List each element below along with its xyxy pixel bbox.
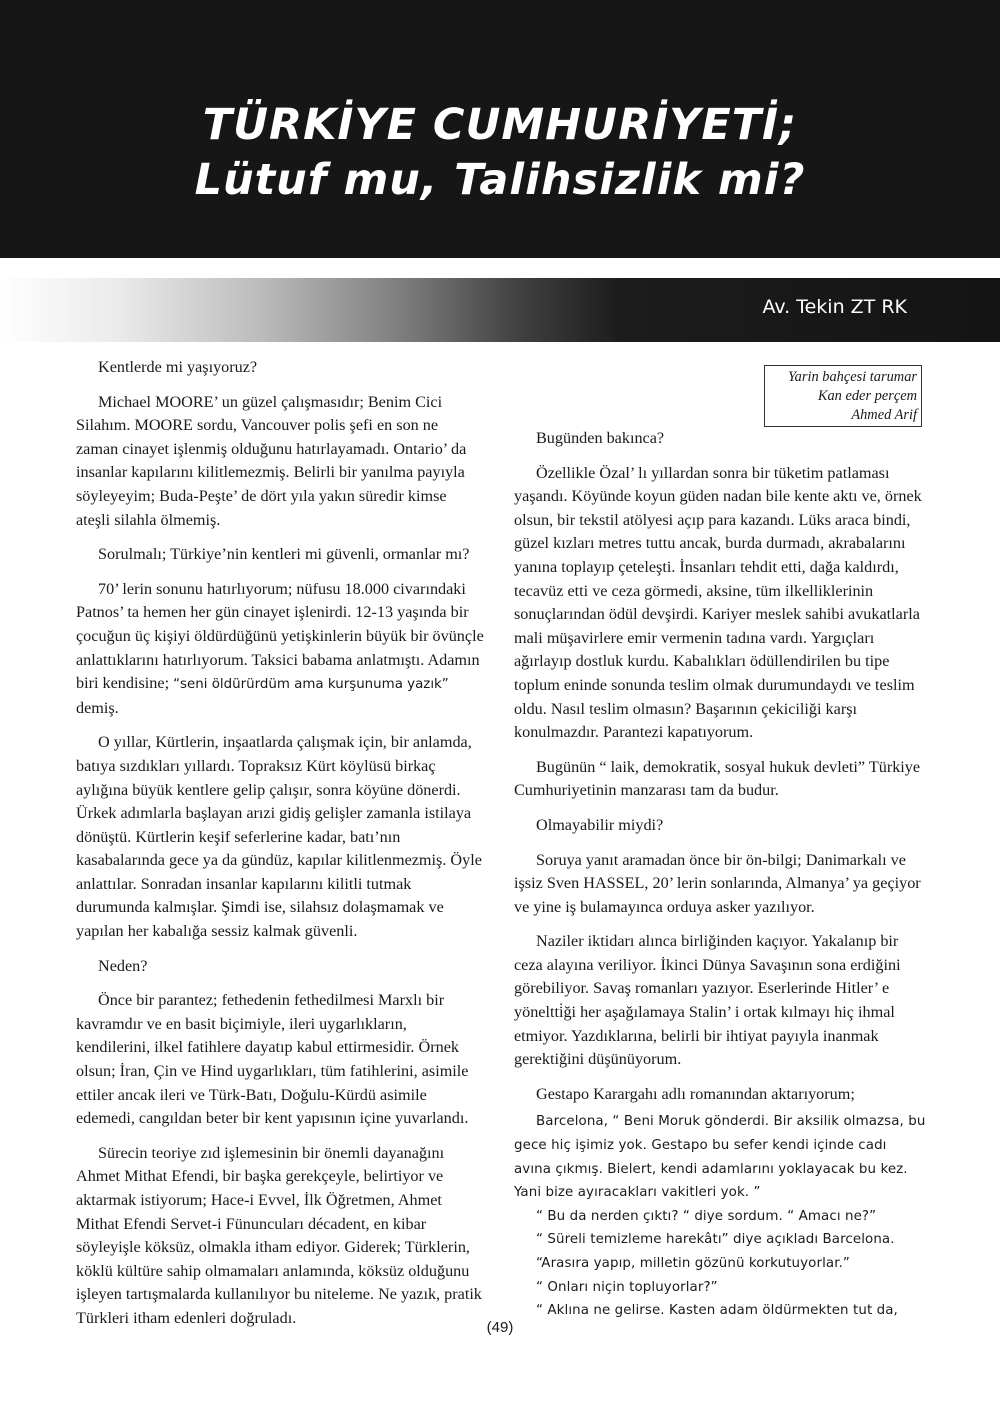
paragraph: Naziler iktidarı alınca birliğinden kaçıyor. Yakalanıp bir ceza alayına veriliyor. İkinci Dünya Savaşının sona erdiğini görebiliyor. Savaş romanları yazıyor. Eserlerinde Hitler’ e yöneltti̇ği her aşağılamaya Stalin’ i ortak kılmayı hiç ihmal etmiyor. Yazdıklarına, belirli bir ihtiyat payıyla inanmak gerektiğini düşünüyorum.: [514, 932, 901, 1069]
paragraph-text-end: demiş.: [76, 698, 119, 717]
epigraph-line: Kan eder perçem: [817, 388, 917, 404]
right-column: [514, 427, 926, 1323]
paragraph: Özellikle Özal’ lı yıllardan sonra bir tüketim patlaması yaşandı. Köyünde koyun güden nadan bile kente aktı ve, örnek olsun, bir tekstil atölyesi açıp para kazandı. Lüks araca bindi, güzel kızları metres tuttu ancak, burda durmadı, akrabalarını yanına toplayıp çeteleşti. İnsanları tehdit etti, dağa kaldırdı, tecavüz etti ve ceza görmedi, aksine, tüm ilkelliklerinin sonuçlarından ödül devşirdi. Kariyer meslek sahibi avukatlarla mali müşavirlere emir vermenin tadına vardı. Yargıçları ağırlayıp dostluk kurdu. Kabalıkları ödüllendirilen bu tipe toplum eninde sonunda teslim olmak durumundaydı ve teslim oldu. Nasıl teslim olmasın? Başarının çekiciliği karşı konulmazdır. Parantezi kapatıyorum.: [514, 463, 922, 742]
inline-quote: “seni öldürürdüm ama kurşunuma yazık”: [173, 677, 449, 693]
paragraph: Kentlerde mi yaşıyoruz?: [98, 358, 258, 376]
paragraph: [76, 578, 484, 721]
left-column: [76, 356, 484, 1342]
author-name: Av. Tekin ZT RK: [762, 296, 907, 318]
paragraph: Önce bir parantez; fethedenin fethedilmesi Marxlı bir kavramdır ve en basit biçimiyle, ileri uygarlıkların, kendilerini, ilkel fatihlere dayatıp kabul ettirmesidir. Örnek olsun; İran, Çin ve Hind uygarlıkları, tüm fatihlerini, asimile ettiler ancak ileri ve Türk-Batı, Doğulu-Kürdü asimile edemedi, cangıldan beter bir kent yapısının içine yuvarlandı.: [76, 991, 469, 1128]
paragraph: Sorulmalı; Türkiye’nin kentleri mi güvenli, ormanlar mı?: [98, 545, 470, 564]
paragraph: Sürecin teoriye zıd işlemesinin bir önemli dayanağını Ahmet Mithat Efendi, bir başka gerekçeyle, belirtiyor ve aktarmak istiyorum; Hace-i Evvel, İlk Öğretmen, Ahmet Mithat Efendi Servet-i Fünuncuları décadent, en kibar söyleyişle köksüz, olmakla itham ediyor. Giderek; Türklerin, köklü kültüre sahip olmamaları anlamında, köksüz olduğunu işleyen tartışmalarda kullanılıyor bu niteleme. Ne yazık, pratik Türkleri itham edenleri doğruladı.: [76, 1143, 482, 1327]
paragraph: Olmayabilir miydi?: [536, 815, 664, 834]
quote-paragraph: “ Süreli temizleme harekâtı” diye açıkladı Barcelona.: [536, 1232, 895, 1248]
article-title-line-1: TÜRKİYE CUMHURİYETİ;: [202, 100, 798, 150]
paragraph: Michael MOORE’ un güzel çalışmasıdır; Benim Cici Silahım. MOORE sordu, Vancouver polis şefi en son ne zaman cinayet işlenmiş olduğunu hatırlayamadı. Ontario’ da insanlar kapılarını kilitlemezmiş. Belirli bir yanılma payıyla söyleyeyim; Buda-Peşte’ de dört yıla yakın süredir kimse ateşli silahla ölmemiş.: [76, 392, 467, 529]
paragraph: Bugünün “ laik, demokratik, sosyal hukuk devleti” Türkiye Cumhuriyetinin manzarası tam da budur.: [514, 757, 921, 800]
page-number: (49): [486, 1319, 514, 1336]
quote-paragraph: “ Bu da nerden çıktı? “ diye sordum. “ Amacı ne?”: [536, 1208, 877, 1224]
paragraph: Soruya yanıt aramadan önce bir ön-bilgi; Danimarkalı ve işsiz Sven HASSEL, 20’ lerin sonlarında, Almanya’ ya geçiyor ve yine iş bulamayınca orduya asker yazılıyor.: [514, 850, 921, 916]
quote-paragraph: Barcelona, “ Beni Moruk gönderdi. Bir aksilik olmazsa, bu gece hiç işimiz yok. Gestapo bu sefer kendi içinde cadı avına çıkmış. Bielert, kendi adamlarını yoklayacak bu kez. Yani bize ayıracakları vakitleri yok. ”: [514, 1114, 926, 1201]
paragraph-text: 70’ lerin sonunu hatırlıyorum; nüfusu 18.000 civarındaki Patnos’ ta hemen her gün cinayet işlenirdi. 12-13 yaşında bir çocuğun üç kişiyi öldürdüğünü yetişkinlerin büyük bir övünçle anlattıklarını hatırlıyorum. Taksici babama anlatmıştı. Adamın biri kendisine;: [76, 579, 484, 693]
epigraph-author: Ahmed Arif: [851, 407, 917, 423]
paragraph: O yıllar, Kürtlerin, inşaatlarda çalışmak için, bir anlamda, batıya sızdıkları yıllardı. Topraksız Kürt köylüsü birkaç aylığına büyük kentlere gelip çalışır, sonra köyüne dönerdi. Ürkek adımlarla başlayan arızi gidiş gelişler zamanla istilaya dönüştü. Kürtlerin keşif seferlerine kadar, batı’nın kasabalarında gece ya da gündüz, kapılar kilitlenmezmiş. Öyle anlattılar. Sonradan insanlar kapılarını kilitli tutmak durumunda kalmışlar. Şimdi ise, silahsız dolaşmamak ve yapılan her kabalığa sessiz kalmak güvenli.: [76, 733, 482, 941]
quote-paragraph: “ Aklına ne gelirse. Kasten adam öldürmekten tut da,: [536, 1303, 898, 1319]
article-title-line-2: Lütuf mu, Talihsizlik mi?: [194, 155, 806, 205]
quote-paragraph: “ Onları niçin topluyorlar?”: [536, 1279, 718, 1295]
quote-paragraph: “Arasıra yapıp, milletin gözünü korkutuyorlar.”: [536, 1256, 850, 1271]
paragraph: Neden?: [98, 956, 148, 975]
epigraph-box: [764, 365, 922, 427]
paragraph: Gestapo Karargahı adlı romanından aktarıyorum;: [536, 1084, 855, 1103]
epigraph-line: Yarin bahçesi tarumar: [787, 369, 917, 385]
paragraph: Bugünden bakınca?: [536, 429, 665, 447]
